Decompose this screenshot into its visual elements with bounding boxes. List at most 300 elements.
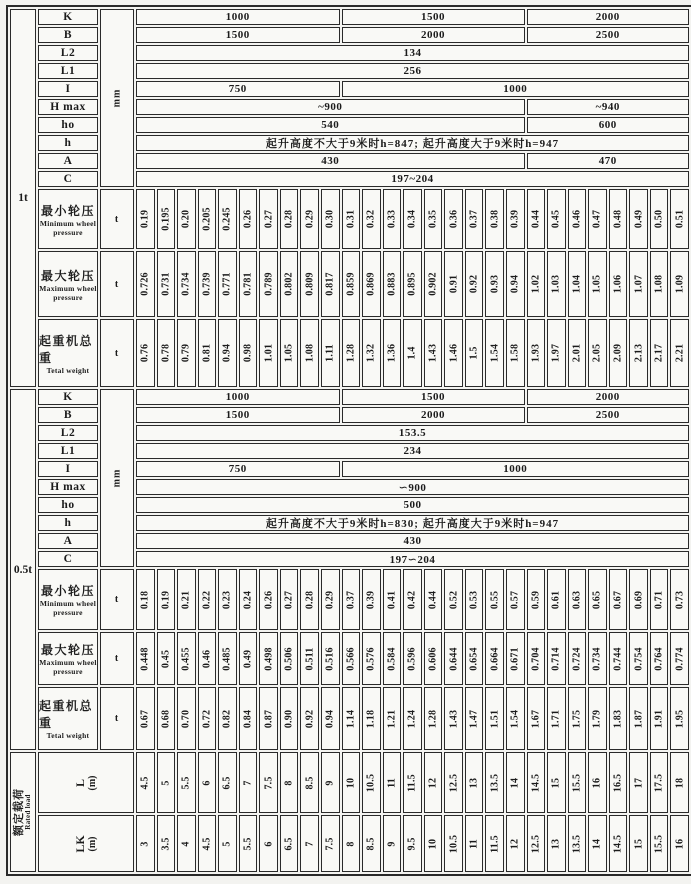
value: 0.498 [263, 646, 275, 671]
value-cell-min-wheel-pressure [485, 189, 504, 249]
value-cell-total-weight [362, 319, 381, 387]
value: 1.87 [633, 709, 645, 728]
value-cell-total-weight [198, 319, 217, 387]
value-cell-min-wheel-pressure [136, 189, 155, 249]
dim-value: 1000 [503, 83, 528, 95]
dim-value-K [527, 389, 689, 405]
value-cell-total-weight [465, 319, 484, 387]
value-cell-min-wheel-pressure [650, 569, 669, 630]
value: 0.654 [468, 646, 480, 671]
value-cell-max-wheel-pressure [506, 251, 525, 317]
value: 0.90 [283, 709, 295, 728]
value-cell-min-wheel-pressure [362, 189, 381, 249]
value: 0.39 [509, 209, 521, 229]
value: 0.566 [345, 646, 357, 671]
dim-label: H max [50, 101, 86, 113]
value-cell-total-weight [506, 319, 525, 387]
value: 1.01 [263, 343, 275, 363]
value: 0.764 [653, 646, 665, 671]
value-cell-LK [300, 815, 319, 872]
value: 0.71 [653, 590, 665, 609]
dim-label: B [63, 409, 73, 421]
dim-value: 256 [403, 65, 422, 77]
dim-value-L1 [136, 63, 689, 79]
value-cell-LK [136, 815, 155, 872]
value: 6 [263, 840, 275, 847]
crane-spec-table [6, 5, 691, 876]
value-cell-LK [465, 815, 484, 872]
value: 10.5 [448, 834, 460, 853]
value-cell-total-weight [383, 687, 402, 750]
value-cell-min-wheel-pressure [300, 569, 319, 630]
value: 12 [509, 838, 521, 849]
value-cell-total-weight [609, 319, 628, 387]
value-cell-min-wheel-pressure [136, 569, 155, 630]
value: 14.5 [530, 773, 542, 792]
unit-t [100, 569, 134, 630]
value-cell-max-wheel-pressure [547, 251, 566, 317]
value: 12.5 [448, 773, 460, 792]
unit-label: t [114, 594, 120, 605]
value: 0.734 [180, 272, 192, 296]
value: 0.55 [489, 590, 501, 609]
row-label-cn: 起重机总重 [39, 699, 94, 730]
value: 0.26 [263, 590, 275, 609]
value-cell-max-wheel-pressure [300, 251, 319, 317]
row-label-min-wheel-pressure [38, 569, 98, 630]
value-cell-total-weight [157, 687, 176, 750]
dim-label-H-max [38, 479, 98, 495]
dim-value-K [342, 389, 525, 405]
value: 13 [550, 838, 562, 849]
value: 8.5 [304, 775, 316, 790]
value: 1.93 [530, 343, 542, 363]
value: 0.84 [242, 709, 254, 728]
value-cell-total-weight [650, 319, 669, 387]
value: 1.03 [550, 274, 562, 294]
dim-label-ho [38, 497, 98, 513]
dim-label-L1 [38, 63, 98, 79]
value: 4.5 [201, 836, 213, 851]
dim-label-A [38, 533, 98, 549]
value: 0.754 [633, 646, 645, 671]
dim-label-ho [38, 117, 98, 133]
value: 0.485 [221, 646, 233, 671]
value-cell-min-wheel-pressure [259, 569, 278, 630]
value-cell-total-weight [362, 687, 381, 750]
value: 11 [386, 777, 398, 788]
value-cell-min-wheel-pressure [568, 189, 587, 249]
value-cell-max-wheel-pressure [321, 632, 340, 685]
dim-value: 500 [403, 499, 422, 511]
dim-label: L2 [60, 47, 76, 59]
dim-value-K [136, 9, 340, 25]
dim-value-h [136, 135, 689, 151]
value-cell-max-wheel-pressure [424, 251, 443, 317]
value: 5 [160, 779, 172, 786]
value-cell-max-wheel-pressure [259, 632, 278, 685]
value-cell-total-weight [670, 687, 689, 750]
value-cell-max-wheel-pressure [650, 632, 669, 685]
value: 2.09 [612, 343, 624, 363]
value-cell-min-wheel-pressure [218, 189, 237, 249]
value: 0.596 [406, 646, 418, 671]
value-cell-max-wheel-pressure [218, 251, 237, 317]
value-cell-L [136, 752, 155, 813]
row-label-total-weight [38, 687, 98, 750]
value-cell-max-wheel-pressure [506, 632, 525, 685]
value: 1.79 [591, 709, 603, 728]
value-cell-min-wheel-pressure [629, 189, 648, 249]
value-cell-max-wheel-pressure [424, 632, 443, 685]
value-cell-max-wheel-pressure [136, 632, 155, 685]
value: 8 [283, 779, 295, 786]
dim-value-L2 [136, 425, 689, 441]
value: 7.5 [324, 836, 336, 851]
value: 14 [591, 838, 603, 849]
dim-label: B [63, 29, 73, 41]
row-label-max-wheel-pressure [38, 632, 98, 685]
unit-label: t [114, 347, 120, 359]
value-cell-L [383, 752, 402, 813]
value: 0.26 [242, 209, 254, 229]
dim-value: 540 [321, 119, 340, 131]
value: 1.21 [386, 709, 398, 728]
value: 0.94 [324, 709, 336, 728]
value: 0.714 [550, 646, 562, 671]
value-cell-min-wheel-pressure [506, 189, 525, 249]
value-cell-L [609, 752, 628, 813]
dim-label: I [65, 463, 71, 475]
value: 0.19 [160, 590, 172, 609]
value-cell-total-weight [383, 319, 402, 387]
row-label-total-weight [38, 319, 98, 387]
value: 0.902 [427, 272, 439, 296]
value-cell-min-wheel-pressure [506, 569, 525, 630]
value: 0.72 [201, 709, 213, 728]
dim-value-B [136, 407, 340, 423]
dim-label-h [38, 515, 98, 531]
value-cell-min-wheel-pressure [177, 189, 196, 249]
value-cell-min-wheel-pressure [444, 189, 463, 249]
value: 0.61 [550, 590, 562, 609]
section-load-label-0.5t [10, 389, 36, 750]
dim-value-A [527, 153, 689, 169]
value-cell-min-wheel-pressure [547, 189, 566, 249]
dim-label-H-max [38, 99, 98, 115]
value: 0.23 [221, 590, 233, 609]
value-cell-min-wheel-pressure [588, 569, 607, 630]
value: 7.5 [263, 775, 275, 790]
value: 0.35 [427, 209, 439, 229]
value-cell-L [568, 752, 587, 813]
value-cell-max-wheel-pressure [280, 251, 299, 317]
value-cell-LK [506, 815, 525, 872]
row-label-min-wheel-pressure [38, 189, 98, 249]
value: 5 [221, 840, 233, 847]
value-cell-LK [362, 815, 381, 872]
value-cell-max-wheel-pressure [609, 251, 628, 317]
value-cell-total-weight [588, 319, 607, 387]
value-cell-total-weight [300, 319, 319, 387]
value-cell-min-wheel-pressure [383, 569, 402, 630]
value: 0.32 [365, 209, 377, 229]
dim-value-ho [136, 497, 689, 513]
value-cell-LK [588, 815, 607, 872]
value-cell-LK [342, 815, 361, 872]
value: 0.205 [201, 207, 213, 231]
unit-label: t [114, 213, 120, 225]
dim-label-B [38, 407, 98, 423]
value-cell-L [280, 752, 299, 813]
value: 0.37 [468, 209, 480, 229]
value-cell-max-wheel-pressure [485, 251, 504, 317]
value-cell-L [300, 752, 319, 813]
value-cell-max-wheel-pressure [383, 251, 402, 317]
value: 0.73 [674, 590, 686, 609]
unit-t [100, 189, 134, 249]
value-cell-LK [218, 815, 237, 872]
row-label-cn: 最大轮压 [40, 643, 95, 657]
dim-label: h [64, 517, 72, 529]
dim-label: K [63, 391, 73, 403]
dim-value-C [136, 551, 689, 567]
dim-value-L1 [136, 443, 689, 459]
value: 0.63 [571, 590, 583, 609]
value: 0.39 [365, 590, 377, 609]
value: 1.95 [674, 709, 686, 728]
value: 0.584 [386, 646, 398, 671]
value-cell-total-weight [588, 687, 607, 750]
row-label-en: Tetal weight [46, 731, 90, 740]
value-cell-max-wheel-pressure [465, 632, 484, 685]
unit-t [100, 687, 134, 750]
value-cell-max-wheel-pressure [588, 251, 607, 317]
value-cell-total-weight [136, 687, 155, 750]
value: 1.02 [530, 274, 542, 294]
value: 0.195 [160, 207, 172, 231]
mm-unit-label: mm [111, 88, 123, 108]
value-cell-min-wheel-pressure [609, 569, 628, 630]
dim-value: 1500 [421, 11, 446, 23]
span-label-rotated [74, 775, 98, 790]
dim-value: 2000 [595, 11, 620, 23]
value-cell-total-weight [342, 319, 361, 387]
dim-label: A [63, 155, 73, 167]
value-cell-total-weight [300, 687, 319, 750]
value: 1.08 [304, 343, 316, 363]
value: 0.802 [283, 272, 295, 296]
value: 1.97 [550, 343, 562, 363]
value: 0.57 [509, 590, 521, 609]
value-cell-total-weight [568, 319, 587, 387]
value-cell-max-wheel-pressure [444, 632, 463, 685]
value: 1.32 [365, 343, 377, 363]
row-label-cn: 最小轮压 [40, 584, 95, 598]
dim-label: H max [50, 481, 86, 493]
value: 5.5 [180, 775, 192, 790]
value-cell-min-wheel-pressure [198, 189, 217, 249]
value: 0.28 [283, 209, 295, 229]
dim-value: 2500 [595, 409, 620, 421]
value-cell-max-wheel-pressure [362, 632, 381, 685]
value-cell-total-weight [321, 319, 340, 387]
value-cell-min-wheel-pressure [403, 569, 422, 630]
value-cell-max-wheel-pressure [239, 251, 258, 317]
value-cell-max-wheel-pressure [568, 632, 587, 685]
value: 1.54 [509, 709, 521, 728]
value-cell-max-wheel-pressure [136, 251, 155, 317]
dim-value-H-max [136, 479, 689, 495]
value: 0.516 [324, 646, 336, 671]
value-cell-max-wheel-pressure [383, 632, 402, 685]
load-label: 1t [18, 192, 28, 204]
dim-value-I [342, 81, 689, 97]
row-label-L [38, 752, 134, 813]
value: 0.76 [139, 343, 151, 363]
value-cell-max-wheel-pressure [650, 251, 669, 317]
value: 0.869 [365, 272, 377, 296]
dim-value: ~900 [318, 101, 343, 113]
value: 0.44 [427, 590, 439, 609]
value-cell-total-weight [177, 687, 196, 750]
value-cell-min-wheel-pressure [321, 569, 340, 630]
spec-sheet [6, 5, 691, 876]
value-cell-max-wheel-pressure [568, 251, 587, 317]
value-cell-max-wheel-pressure [198, 632, 217, 685]
value-cell-total-weight [609, 687, 628, 750]
value-cell-min-wheel-pressure [259, 189, 278, 249]
value-cell-L [259, 752, 278, 813]
value: 0.98 [242, 343, 254, 363]
value-cell-LK [547, 815, 566, 872]
value: 2.05 [591, 343, 603, 363]
dim-label-C [38, 551, 98, 567]
value-cell-L [485, 752, 504, 813]
rated-load-rotated [13, 788, 33, 836]
value: 0.27 [263, 209, 275, 229]
value-cell-min-wheel-pressure [670, 569, 689, 630]
value-cell-max-wheel-pressure [609, 632, 628, 685]
value-cell-total-weight [177, 319, 196, 387]
value: 1.75 [571, 709, 583, 728]
value: 9 [324, 779, 336, 786]
value: 1.91 [653, 709, 665, 728]
value-cell-max-wheel-pressure [588, 632, 607, 685]
value-cell-total-weight [485, 319, 504, 387]
value-cell-L [670, 752, 689, 813]
value-cell-min-wheel-pressure [362, 569, 381, 630]
value-cell-max-wheel-pressure [629, 251, 648, 317]
value-cell-min-wheel-pressure [300, 189, 319, 249]
dim-value: 1000 [225, 391, 250, 403]
value-cell-L [424, 752, 443, 813]
value-cell-LK [403, 815, 422, 872]
dim-value: 750 [228, 83, 247, 95]
span-label: L [72, 778, 87, 787]
value-cell-min-wheel-pressure [650, 189, 669, 249]
value-cell-min-wheel-pressure [239, 569, 258, 630]
dim-value: 430 [321, 155, 340, 167]
value-cell-min-wheel-pressure [444, 569, 463, 630]
value-cell-min-wheel-pressure [465, 189, 484, 249]
dim-value-B [342, 27, 525, 43]
value: 0.734 [591, 646, 603, 671]
value-cell-L [506, 752, 525, 813]
value-cell-min-wheel-pressure [342, 569, 361, 630]
value-cell-L [444, 752, 463, 813]
dim-value: 134 [403, 47, 422, 59]
dim-label: K [63, 11, 73, 23]
value-cell-max-wheel-pressure [403, 251, 422, 317]
value: 1.67 [530, 709, 542, 728]
value: 0.68 [160, 709, 172, 728]
value-cell-min-wheel-pressure [424, 569, 443, 630]
value: 1.05 [591, 274, 603, 294]
value: 0.92 [468, 274, 480, 294]
value: 1.71 [550, 709, 562, 728]
value-cell-total-weight [157, 319, 176, 387]
value-cell-min-wheel-pressure [321, 189, 340, 249]
value-cell-total-weight [444, 687, 463, 750]
value: 12 [427, 777, 439, 788]
value-cell-max-wheel-pressure [485, 632, 504, 685]
value: 0.731 [160, 272, 172, 296]
value: 14 [509, 777, 521, 788]
value: 0.69 [633, 590, 645, 609]
value: 0.52 [448, 590, 460, 609]
dim-label-A [38, 153, 98, 169]
dim-label-I [38, 81, 98, 97]
row-label-en: Minimum wheel pressure [39, 599, 97, 617]
dim-value: 1500 [421, 391, 446, 403]
value-cell-min-wheel-pressure [177, 569, 196, 630]
dim-value-B [342, 407, 525, 423]
value: 1.5 [468, 346, 480, 360]
unit-label: t [114, 278, 120, 290]
value: 0.78 [160, 343, 172, 363]
dim-value-L2 [136, 45, 689, 61]
value-cell-min-wheel-pressure [280, 189, 299, 249]
span-label: LK [72, 834, 87, 853]
value: 1.14 [345, 709, 357, 728]
value: 0.506 [283, 646, 295, 671]
value: 0.36 [448, 209, 460, 229]
dim-value: 600 [598, 119, 617, 131]
value-cell-total-weight [280, 687, 299, 750]
value-cell-max-wheel-pressure [465, 251, 484, 317]
dim-label-L2 [38, 425, 98, 441]
value-cell-L [239, 752, 258, 813]
value-cell-LK [568, 815, 587, 872]
dim-label: L1 [60, 65, 76, 77]
value: 0.49 [633, 209, 645, 229]
dim-value-K [136, 389, 340, 405]
span-label-rotated [74, 835, 98, 852]
value-cell-total-weight [239, 687, 258, 750]
dim-label: L1 [60, 445, 76, 457]
value: 2.17 [653, 343, 665, 363]
value-cell-max-wheel-pressure [198, 251, 217, 317]
dim-label-K [38, 389, 98, 405]
value: 17.5 [653, 773, 665, 792]
dim-value: ~940 [595, 101, 620, 113]
value-cell-max-wheel-pressure [362, 251, 381, 317]
dim-value-K [342, 9, 525, 25]
value-cell-total-weight [342, 687, 361, 750]
value: 0.576 [365, 646, 377, 671]
value: 0.46 [571, 209, 583, 229]
